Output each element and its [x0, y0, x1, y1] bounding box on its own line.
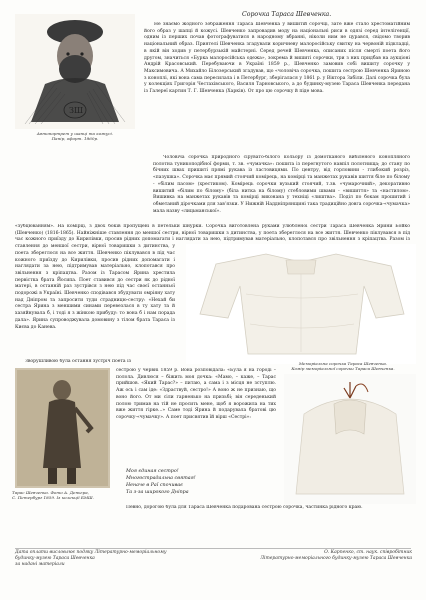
photo-paragraph: [116, 368, 276, 468]
closing-paragraph: [116, 505, 416, 521]
intro-text: Не знаємо жодного зображення Тараса Шевченка у вишитій сорочці, зате вже стало хрестоматійним його образ у шапці й кожусі. Шевченко запровадив моду на національні риси в одязі серед інтелігенції, одним із перших почав фотографуватися в народному вбранні, ніколи ним не цурався, свідомо творив національний образ. Приятелі Шевченка згадували коричневу малоросійську свитку на червоній підкладці, в якій він ходив у петербурзькій майстерні. Серед речей Шевченка, описаних після смерті поета його другом, значиться «Бурка малоросійська одежа», зокрема й вишиті сорочки, три з них придбав на аукціоні Андрій Красовський. Перебуваючи в Україні 1859 р., Шевченко замовив собі вишиту сорочку у Максимовича. А Михайло Білозерський згадував, що «чоловіча сорочка, пошита сестрою Шевченка Яриною з коноплі, які вона сама пересилала і в Петербург, зберігалася у 1861 р. у Віктора Забіли. Далі сорочка була у колекціях Григорія Честахівського, Василя Тарновського, а до будинку-музею Тараса Шевченка передана із Галереї картин Т. Г. Шевченка (Харків). От про цю сорочку й піде мова.: [144, 22, 410, 95]
footer-right: [222, 550, 412, 562]
poem-line-3: Неначе в Раї спочиває: [126, 483, 183, 488]
poem-line-4: Та з-за широкого Дніпра: [126, 490, 189, 495]
poem-line-2: Многострадальна святая!: [126, 476, 196, 481]
closing-text: Певно, дорогою була для Тараса Шевченка подарована сестрою сорочка, частинка рідного краю.: [126, 505, 363, 510]
intro-paragraph: [144, 22, 410, 153]
shirt-caption: [268, 361, 418, 371]
shevchenko-photo: [15, 368, 110, 488]
portrait-caption-line-1: Автопортрет у шапці та кожусі.: [36, 131, 114, 136]
poem-line-1: Моя єдиная сестро!: [126, 469, 179, 474]
portrait-image: [15, 14, 135, 129]
footer-right-line-1: О. Карпенко, ст. наук. співробітник: [324, 550, 412, 555]
photo-heading: [15, 359, 175, 367]
photo-caption-line-1: Тарас Шевченко. Фото А. Деньєра,: [12, 490, 90, 495]
portrait-caption: [18, 131, 132, 141]
photo-caption-line-2: С. Петербург 1859. Із колекції БМШ.: [12, 495, 95, 500]
page-title: Сорочка Тараса Шевченка.: [242, 11, 332, 18]
footer-left-line-2: будинку-музею Тараса Шевченка: [15, 556, 95, 561]
shirt-image: [186, 244, 416, 364]
svg-text:ЗШ: ЗШ: [69, 106, 84, 115]
body-paragraph-2-top: [15, 224, 410, 242]
shirt-caption-line-2: Комір меморіальної сорочки Тараса Шевченка.: [291, 366, 395, 371]
footer-left-line-1: Дата оплати висловлює подяку Літературно-меморіальному: [15, 550, 167, 555]
body-text-1: Чоловіча сорочка природного сірувато-білого кольору із домотканого вибіленого конопляного полотна туникоподібної форми, т. зв. «чумачка»: пошита із перегнутого навпіл полотнища; до стану по бічних швах пришиті прямі рукава із ластовицями. По центру, від горловини - глибокий розріз, «пазушка». Сорочка має прямий стоячий комірець, на комірці та манжетах рукавів шиття біле по білому - «білим пасом» (хрестиком). Комірець сорочки вузький стоячий, т.зв. «чумарочний», декоративно вишитий «білим по білому» (біла нитка на білому) стебловими швами - «вишиття» та «настилом». Вишивка на манжетах рукавів та комірці виконана у техніці «лиштва». Поділ по бокам прошитий і обметаний дірочками для завʼязки. У Нижній Наддніпрянщині така традиційно довга сорочка-«чумачка» мала назву «лицьманської».: [153, 155, 410, 214]
footer-left: [15, 550, 205, 568]
footer-right-line-2: Літературно-меморіального будинку-музею Тараса Шевченка: [260, 556, 412, 561]
portrait-caption-line-2: Папір, офорт. 1860р.: [51, 136, 99, 141]
photo-paragraph-text: сестрою у червні 1859 р. Вона розповідала: «Була я на городі – полола. Дивлюся – біжить моя дочка: «Мамо, – каже, – Тарас прийшов. «Який Тарас?» – питаю, а сама і з місця не зступлю. Аж ось і сам іде: «Здраствуй, сестро!» А воно ж не признаю, що воно його. От ми сіли гарненько на призьбі; він середенький полою тримав на тій не просить мене, щоб я ворожила на тих вже життя гірке...» Саме тоді Ярина й подарувала братові цю сорочку-«чумачку». А поет присвятив їй вірш «Сестрі»:: [116, 368, 276, 420]
body-text-2: «зубцюванням». На комірці, з двох боків пропущені в петельки шнурки. Сорочка виготовлена руками улюбленої сестри Тараса Шевченка Ярини Бойко (Шевченко) (1816-1865). Найніжніше ставлення до меншої сестри, вірної товаришки з дитинства, у поета збереглося на все життя. Шевченко піклувався в під час кожного приїзду до Кирилівки, просив рідних допомагати і наглядати за нею, підтримував матеріально, клопотався про звільнення з кріпацтва. Разом із: [15, 224, 410, 242]
body-paragraph-1: [15, 155, 410, 223]
shirt-caption-line-1: Меморіальна сорочка Тараса Шевченка.: [298, 361, 388, 366]
footer-left-line-3: за надані матеріали: [15, 562, 65, 567]
body-paragraph-2-column: [15, 242, 175, 359]
photo-heading-text: Зворушливою була остання зустріч поета із: [25, 359, 132, 364]
photo-caption: [12, 490, 114, 500]
footer-divider: [15, 548, 411, 549]
poem: [126, 468, 276, 496]
collar-image: [284, 374, 416, 504]
body-text-2-col: ставлення до меншої сестри, вірної товаришки з дитинства, у поета збереглося на все життя. Шевченко піклувався в під час кожного приїзду до Кирилівки, просив рідних допомагати і наглядати за нею, підтримував матеріально, клопотався про звільнення з кріпацтва. Разом із Тарасом Ярина хрестила первістка брата Йосипа. Поет ставився до сестри як до рідної матері, в останній раз зустрівся з нею під час своєї останньої подорожі в Україні. Шевченко сподівався збудувати омріяну хату над Дніпром та запросити туди страдницю-сестру: «Нехай би сестра Ярина з меншими синами перевезлася в ту хату та й хазяйнувала б, і тоді я з жінкою прибуду: то вона б і нам порада дала». Ярина супроводжувала домовину з тілом брата Тараса із Києва до Канева.: [15, 244, 175, 330]
